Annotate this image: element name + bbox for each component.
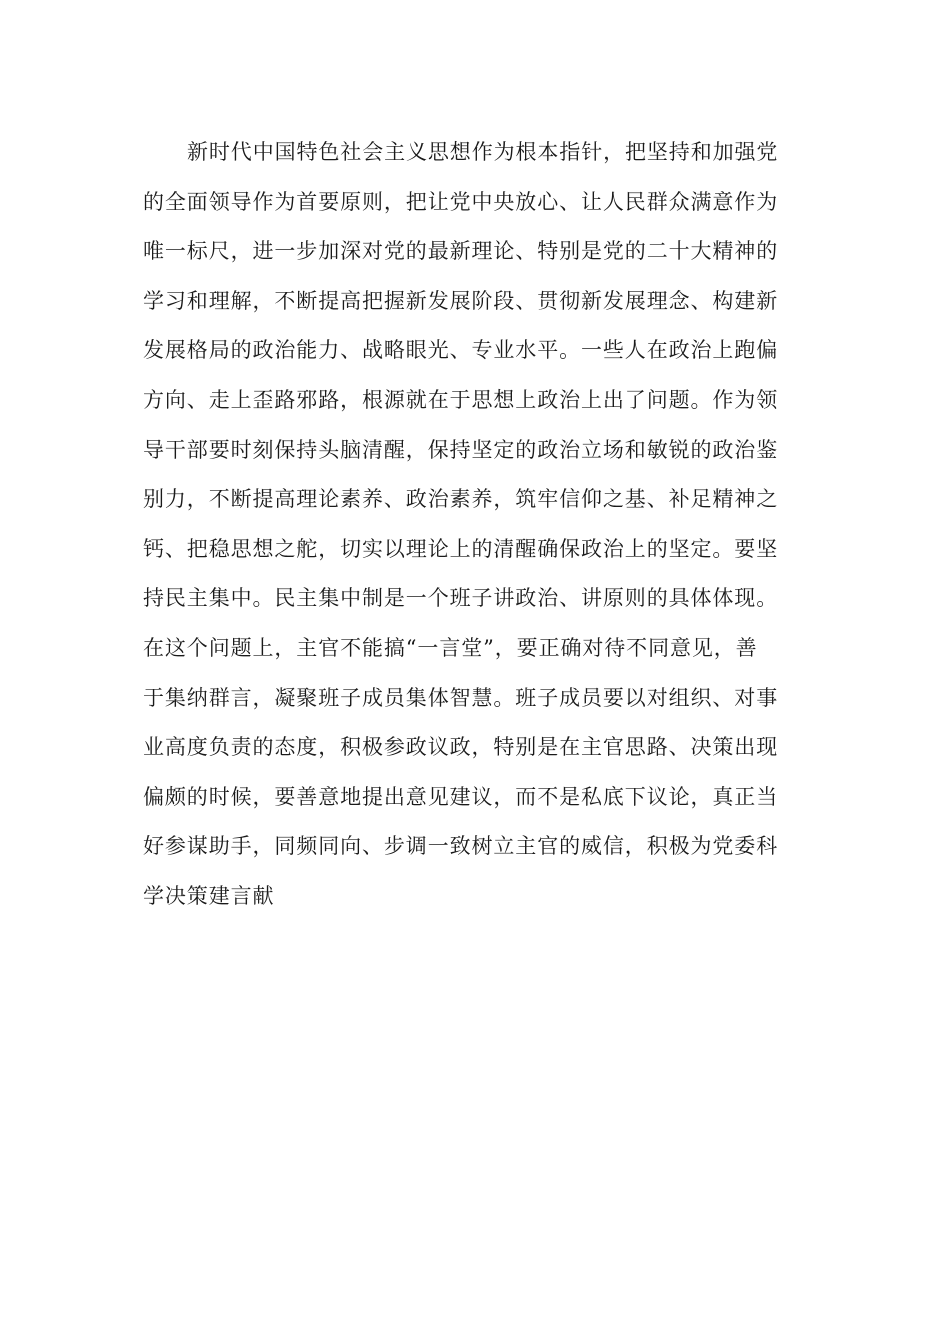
text-line: 钙、把稳思想之舵，切实以理论上的清醒确保政治上的坚定。要坚 — [143, 536, 779, 561]
text-line: 发展格局的政治能力、战略眼光、专业水平。一些人在政治上跑偏 — [143, 338, 779, 363]
text-line: 导干部要时刻保持头脑清醒，保持坚定的政治立场和敏锐的政治鉴 — [143, 437, 779, 462]
text-line: 好参谋助手，同频同向、步调一致树立主官的威信，积极为党委科 — [143, 834, 779, 859]
text-line: 持民主集中。民主集中制是一个班子讲政治、讲原则的具体体现。 — [143, 586, 779, 611]
text-line: 别力，不断提高理论素养、政治素养，筑牢信仰之基、补足精神之 — [143, 487, 779, 512]
text-line: 唯一标尺，进一步加深对党的最新理论、特别是党的二十大精神的 — [143, 239, 779, 264]
text-line: 的全面领导作为首要原则，把让党中央放心、让人民群众满意作为 — [143, 189, 779, 214]
text-line: 业高度负责的态度，积极参政议政，特别是在主官思路、决策出现 — [143, 735, 779, 760]
text-line: 于集纳群言，凝聚班子成员集体智慧。班子成员要以对组织、对事 — [143, 685, 779, 710]
text-line: 在这个问题上，主官不能搞“一言堂”，要正确对待不同意见，善 — [143, 635, 758, 660]
text-line: 学习和理解，不断提高把握新发展阶段、贯彻新发展理念、构建新 — [143, 288, 779, 313]
text-line: 学决策建言献 — [143, 883, 275, 908]
text-line: 方向、走上歪路邪路，根源就在于思想上政治上出了问题。作为领 — [143, 387, 779, 412]
text-line: 新时代中国特色社会主义思想作为根本指针，把坚持和加强党 — [187, 140, 779, 164]
text-line: 偏颇的时候，要善意地提出意见建议，而不是私底下议论，真正当 — [143, 784, 779, 809]
body-paragraph — [143, 128, 823, 922]
